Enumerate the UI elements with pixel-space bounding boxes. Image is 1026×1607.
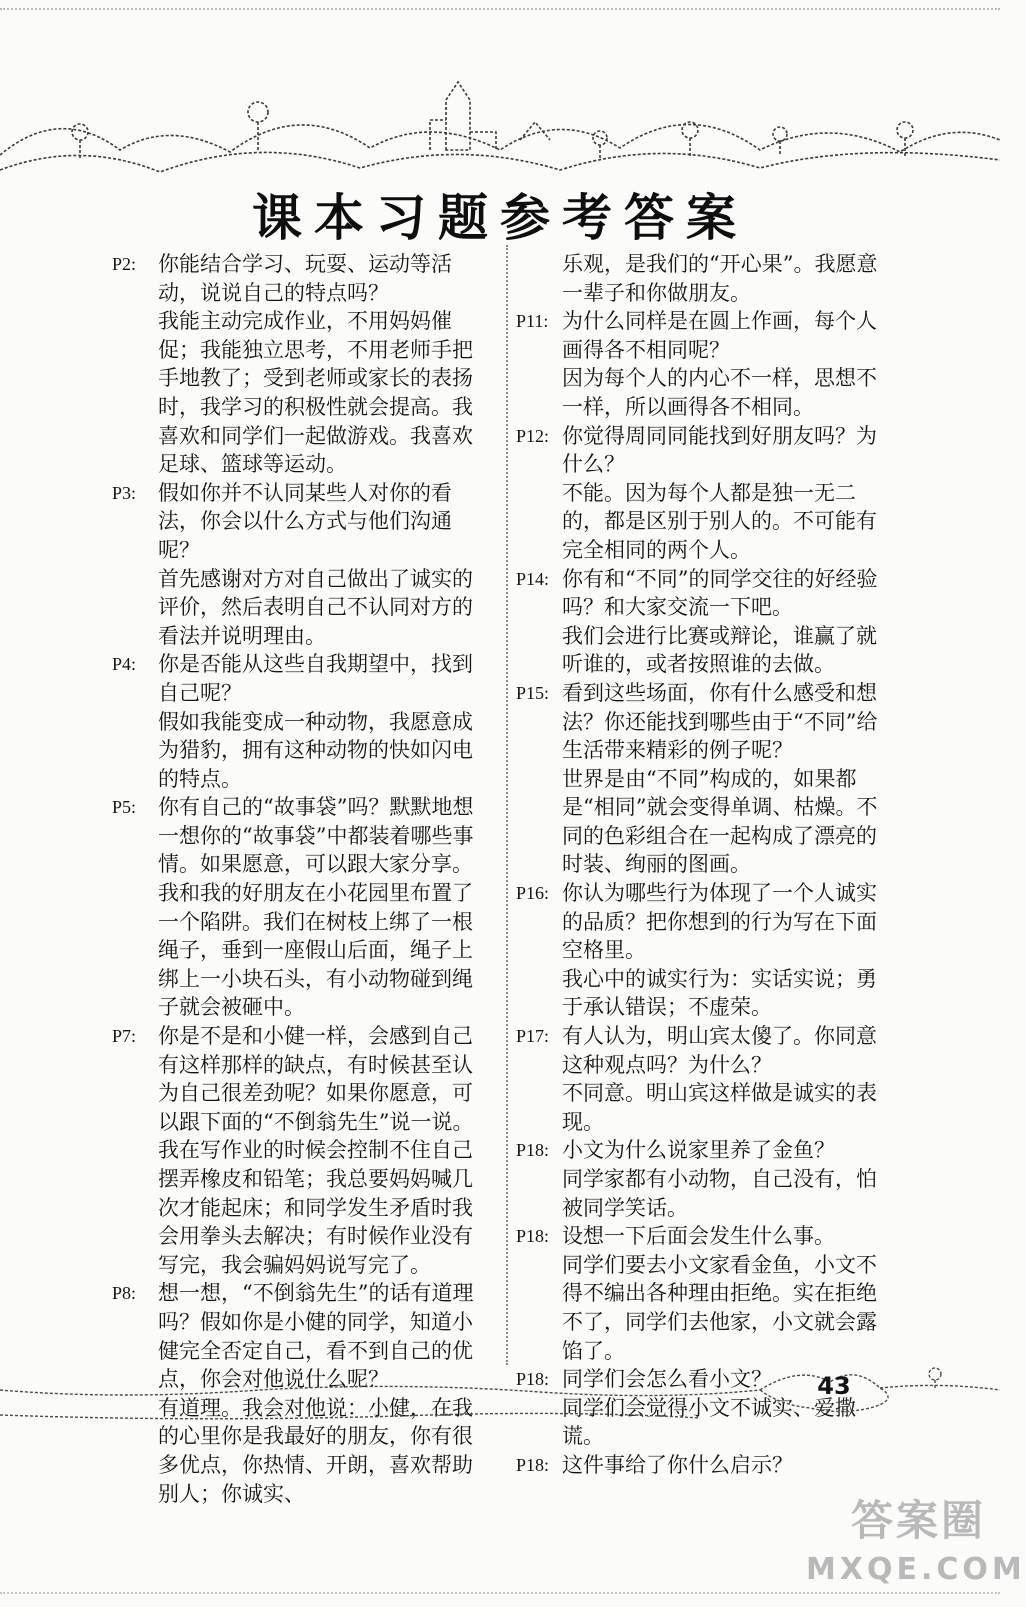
answer-text: 假如我能变成一种动物，我愿意成为猎豹，拥有这种动物的快如闪电的特点。 bbox=[158, 709, 473, 791]
answer-text: 同学们会觉得小文不诚实、爱撒谎。 bbox=[562, 1395, 856, 1449]
watermark-url: MXQE.COM bbox=[806, 1552, 1026, 1587]
answer-text: 世界是由“不同”构成的，如果都是“相同”就会变得单调、枯燥。不同的色彩组合在一起构成了漂亮的时装、绚丽的图画。 bbox=[562, 766, 878, 877]
question-label: P18: bbox=[516, 1454, 550, 1475]
question-label: P11: bbox=[516, 311, 549, 332]
qa-item bbox=[516, 422, 896, 565]
question-label: P16: bbox=[516, 883, 550, 904]
answer-text: 我心中的诚实行为：实话实说；勇于承认错误；不虚荣。 bbox=[562, 966, 877, 1020]
watermark bbox=[806, 1488, 1026, 1587]
answer-text: 我能主动完成作业，不用妈妈催促；我能独立思考，不用老师手把手地教了；受到老师或家长的表扬时，我学习的积极性就会提高。我喜欢和同学们一起做游戏。我喜欢足球、篮球等运动。 bbox=[158, 309, 473, 477]
question-text: 这件事给了你什么启示？ bbox=[562, 1452, 793, 1477]
question-label: P4: bbox=[112, 654, 137, 675]
question-text: 你能结合学习、玩耍、运动等活动，说说自己的特点吗？ bbox=[158, 252, 452, 305]
answer-text: 我和我的好朋友在小花园里布置了一个陷阱。我们在树枝上绑了一根绳子，垂到一座假山后面，绳子上绑上一小块石头，有小动物碰到绳子就会被砸中。 bbox=[158, 881, 473, 1020]
answer-text: 不能。因为每个人都是独一无二的，都是区别于别人的。不可能有完全相同的两个人。 bbox=[562, 480, 877, 562]
column-divider bbox=[506, 245, 508, 1365]
page-number: 43 bbox=[817, 1372, 851, 1400]
answer-text: 同学家都有小动物，自己没有，怕被同学笑话。 bbox=[562, 1167, 877, 1220]
left-answer-column bbox=[112, 250, 492, 1508]
question-text: 假如你并不认同某些人对你的看法，你会以什么方式与他们沟通呢？ bbox=[158, 480, 452, 562]
question-label: P8: bbox=[112, 1283, 137, 1304]
question-text: 有人认为，明山宾太傻了。你同意这种观点吗？为什么？ bbox=[562, 1024, 877, 1077]
answer-text: 我在写作业的时候会控制不住自己摆弄橡皮和铅笔；我总要妈妈喊几次才能起床；和同学发生矛盾时我会用拳头去解决；有时候作业没有写完，我会骗妈妈说写完了。 bbox=[158, 1138, 473, 1277]
question-text: 你有自己的“故事袋”吗？默默地想一想你的“故事袋”中都装着哪些事情。如果愿意，可以跟大家分享。 bbox=[158, 795, 474, 877]
question-label: P3: bbox=[112, 482, 137, 503]
qa-item bbox=[112, 479, 492, 651]
qa-item bbox=[516, 879, 896, 1022]
question-label: P14: bbox=[516, 568, 550, 589]
question-text: 为什么同样是在圆上作画，每个人画得各不相同呢？ bbox=[562, 309, 877, 362]
answer-text: 我们会进行比赛或辩论，谁赢了就听谁的，或者按照谁的去做。 bbox=[562, 623, 877, 677]
question-text: 看到这些场面，你有什么感受和想法？你还能找到哪些由于“不同”给生活带来精彩的例子呢？ bbox=[562, 680, 878, 763]
page-title: 课本习题参考答案 bbox=[252, 189, 748, 247]
question-text: 设想一下后面会发生什么事。 bbox=[562, 1224, 835, 1249]
answer-text: 同学们要去小文家看金鱼，小文不得不编出各种理由拒绝。实在拒绝不了，同学们去他家，小文就会露馅了。 bbox=[562, 1252, 877, 1363]
question-text: 你有和“不同”的同学交往的好经验吗？和大家交流一下吧。 bbox=[562, 566, 878, 620]
question-text: 你是不是和小健一样，会感到自己有这样那样的缺点，有时候甚至认为自己很差劲呢？如果你愿意，可以跟下面的“不倒翁先生”说一说。 bbox=[158, 1024, 474, 1134]
question-text: 想一想，“不倒翁先生”的话有道理吗？假如你是小健的同学，知道小健完全否定自己，看不到自己的优点，你会对他说什么呢？ bbox=[158, 1281, 474, 1392]
watermark-title: 答案圈 bbox=[850, 1496, 986, 1545]
question-label: P2: bbox=[112, 254, 137, 274]
qa-item bbox=[112, 1022, 492, 1279]
bottom-dotted-border bbox=[0, 1592, 1000, 1600]
answer-text: 有道理。我会对他说：小健，在我的心里你是我最好的朋友，你有很多优点，你热情、开朗，喜欢帮助别人；你诚实、 bbox=[158, 1395, 473, 1506]
qa-item bbox=[516, 565, 896, 679]
answer-text: 不同意。明山宾这样做是诚实的表现。 bbox=[562, 1081, 877, 1134]
question-text: 同学们会怎么看小文？ bbox=[562, 1367, 772, 1392]
question-label: P15: bbox=[516, 682, 550, 703]
answer-text: 乐观，是我们的“开心果”。我愿意一辈子和你做朋友。 bbox=[562, 252, 878, 305]
question-label: P7: bbox=[112, 1026, 137, 1047]
question-text: 你是否能从这些自我期望中，找到自己呢？ bbox=[158, 652, 473, 705]
qa-item bbox=[112, 793, 492, 1022]
question-label: P12: bbox=[516, 425, 550, 446]
question-text: 你觉得周同同能找到好朋友吗？为什么？ bbox=[562, 423, 877, 477]
answer-text: 首先感谢对方对自己做出了诚实的评价，然后表明自己不认同对方的看法并说明理由。 bbox=[158, 566, 473, 648]
question-text: 小文为什么说家里养了金鱼？ bbox=[562, 1138, 835, 1163]
answer-text: 因为每个人的内心不一样，思想不一样，所以画得各不相同。 bbox=[562, 366, 877, 419]
question-label: P18: bbox=[516, 1140, 550, 1161]
qa-item bbox=[112, 650, 492, 793]
qa-item bbox=[516, 1222, 896, 1365]
question-text: 你认为哪些行为体现了一个人诚实的品质？把你想到的行为写在下面空格里。 bbox=[562, 881, 877, 963]
qa-item bbox=[516, 1022, 896, 1136]
qa-item bbox=[516, 679, 896, 879]
question-label: P18: bbox=[516, 1226, 550, 1247]
qa-item bbox=[516, 250, 896, 307]
question-label: P5: bbox=[112, 797, 137, 818]
qa-item bbox=[516, 307, 896, 421]
qa-item bbox=[516, 1136, 896, 1222]
question-label: P17: bbox=[516, 1026, 550, 1047]
question-label: P18: bbox=[516, 1369, 550, 1390]
top-dotted-border bbox=[0, 0, 1000, 10]
qa-item bbox=[112, 250, 492, 479]
right-answer-column bbox=[516, 250, 896, 1480]
